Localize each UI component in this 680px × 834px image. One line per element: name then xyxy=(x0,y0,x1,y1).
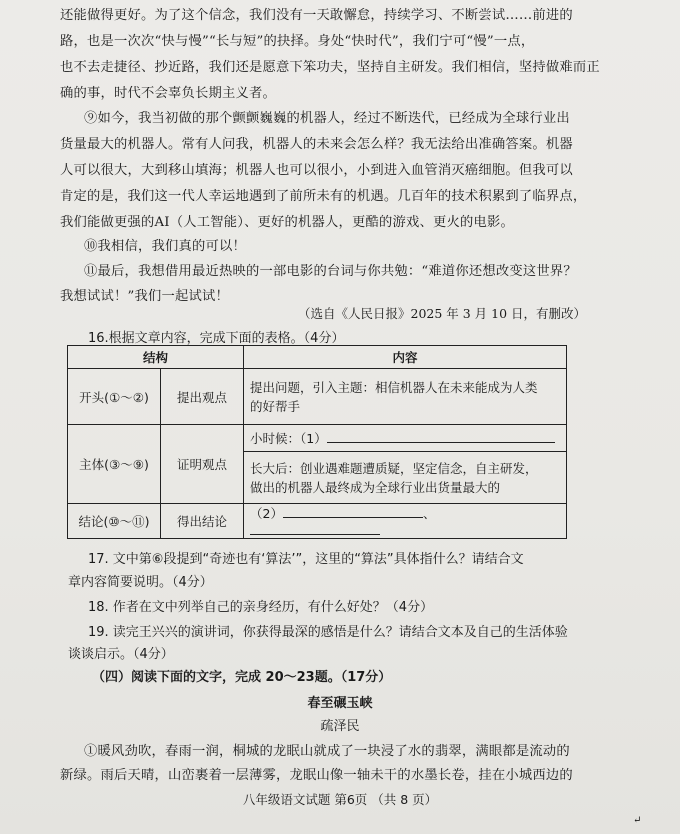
passage-source: （选自《人民日报》2025 年 3 月 10 日，有删改） xyxy=(298,306,587,321)
passage-line: 还能做得更好。为了这个信念，我们没有一天敢懈怠，持续学习、不断尝试……前进的 xyxy=(60,8,573,23)
content-opening-l1: 提出问题，引入主题：相信机器人在未来能成为人类 xyxy=(250,379,538,395)
page-footer: 八年级语文试题 第6页 （共 8 页） xyxy=(242,792,438,807)
part-conclusion: 结论(⑩～⑪) xyxy=(68,504,161,539)
passage-line: 也不去走捷径、抄近路，我们还是愿意下笨功夫，坚持自主研发。我们相信，坚持做难而正 xyxy=(60,60,600,75)
passage-line: 人可以很大，大到移山填海；机器人也可以很小，小到进入血管消灭癌细胞。但我可以 xyxy=(60,163,573,178)
answer-blank-2a[interactable] xyxy=(283,505,423,518)
part-opening: 开头(①～②) xyxy=(68,369,161,425)
passage-line: ⑨如今，我当初做的那个颤颤巍巍的机器人，经过不断迭代，已经成为全球行业出 xyxy=(84,111,570,126)
passage-author: 疏泽民 xyxy=(320,719,360,734)
section-4-heading: （四）阅读下面的文字，完成 20～23题。（17分） xyxy=(92,670,392,685)
passage-line: ⑩我相信，我们真的可以！ xyxy=(84,239,246,254)
structure-table xyxy=(67,345,567,539)
question-19-l2: 谈谈启示。（4分） xyxy=(68,647,174,662)
return-mark: ↵ xyxy=(633,815,642,826)
answer-blank-2b[interactable] xyxy=(250,522,380,535)
adulthood-l2: 做出的机器人最终成为全球行业出货量最大的 xyxy=(250,479,501,495)
part-body: 主体(③～⑨) xyxy=(68,425,161,504)
question-16: 16.根据文章内容，完成下面的表格。（4分） xyxy=(88,331,345,346)
adulthood-l1: 长大后：创业遇难题遭质疑，坚定信念，自主研发， xyxy=(250,460,538,476)
question-17-l1: 17. 文中第⑥段提到“奇迹也有‘算法’”，这里的“算法”具体指什么？请结合文 xyxy=(88,552,524,567)
conclusion-label: （2） xyxy=(250,506,283,521)
passage-line: 货量最大的机器人。常有人问我，机器人的未来会怎么样？我无法给出准确答案。机器 xyxy=(60,137,573,152)
question-17-l2: 章内容简要说明。（4分） xyxy=(68,575,213,590)
passage-line: 确的事，时代不会辜负长期主义者。 xyxy=(60,86,276,101)
content-adulthood xyxy=(244,452,567,504)
passage-line: 我想试试！”我们一起试试！ xyxy=(60,289,229,304)
question-19-l1: 19. 读完王兴兴的演讲词，你获得最深的感悟是什么？请结合文本及自己的生活体验 xyxy=(88,625,568,640)
passage-line: 肯定的是，我们这一代人幸运地遇到了前所未有的机遇。几百年的技术积累到了临界点， xyxy=(60,189,587,204)
answer-blank-1[interactable] xyxy=(327,430,555,443)
passage-line: 路，也是一次次“快与慢”“长与短”的抉择。身处“快时代”，我们宁可“慢”一点， xyxy=(60,34,535,49)
table-head-content: 内容 xyxy=(244,346,567,369)
role-opening: 提出观点 xyxy=(161,369,244,425)
passage2-line: ①暖风劲吹，春雨一润，桐城的龙眠山就成了一块浸了水的翡翠，满眼都是流动的 xyxy=(84,744,570,759)
content-opening xyxy=(244,369,567,425)
role-body: 证明观点 xyxy=(161,425,244,504)
blank-separator: 、 xyxy=(422,506,436,521)
role-conclusion: 得出结论 xyxy=(161,504,244,539)
content-childhood xyxy=(244,425,567,452)
passage-title: 春至碾玉峡 xyxy=(307,696,373,711)
question-18: 18. 作者在文中列举自己的亲身经历，有什么好处？（4分） xyxy=(88,600,434,615)
passage2-line: 新绿。雨后天晴，山峦裹着一层薄雾，龙眠山像一轴未干的水墨长卷，挂在小城西边的 xyxy=(60,768,573,783)
childhood-label: 小时候：（1） xyxy=(250,431,327,446)
content-conclusion xyxy=(244,504,567,539)
table-head-structure: 结构 xyxy=(68,346,244,369)
passage-line: ⑪最后，我想借用最近热映的一部电影的台词与你共勉：“难道你还想改变这世界？ xyxy=(84,264,577,279)
content-opening-l2: 的好帮手 xyxy=(250,398,301,414)
passage-line: 我们能做更强的AI（人工智能）、更好的机器人，更酷的游戏、更火的电影。 xyxy=(60,215,515,230)
